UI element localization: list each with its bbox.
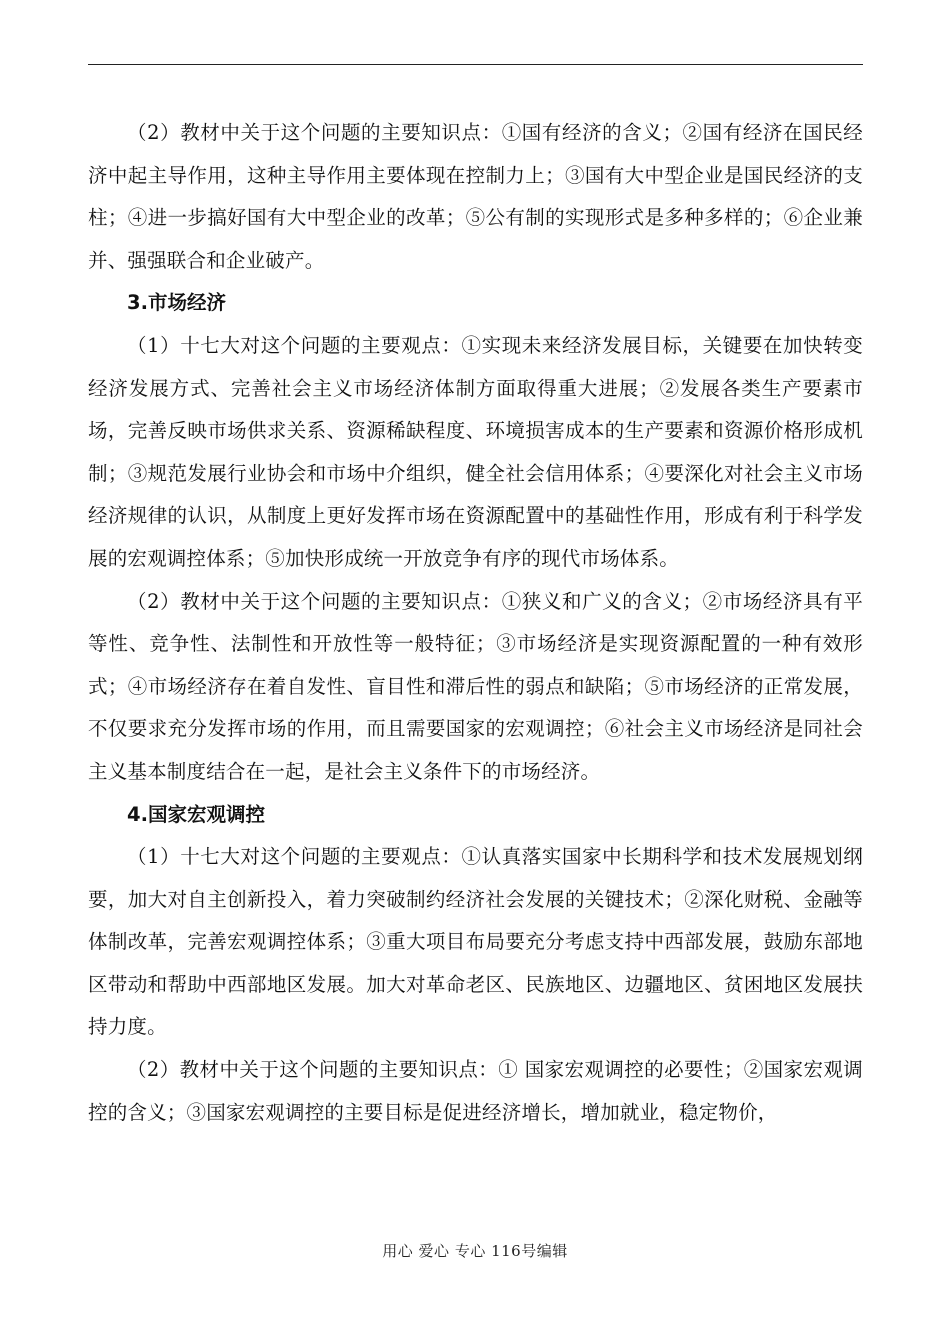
paragraph-macro-control-views: （1）十七大对这个问题的主要观点：①认真落实国家中长期科学和技术发展规划纲要，加大对自主创新投入，着力突破制约经济社会发展的关键技术；②深化财税、金融等体制改革，完善宏观调控体系；③重大项目布局要充分考虑支持中西部发展，鼓励东部地区带动和帮助中西部地区发展。加大对革命老区、民族地区、边疆地区、贫困地区发展扶持力度。	[88, 845, 863, 1039]
paragraph-macro-control-knowledge: （2）教材中关于这个问题的主要知识点：① 国家宏观调控的必要性；②国家宏观调控的含义；③国家宏观调控的主要目标是促进经济增长，增加就业，稳定物价，	[88, 1058, 863, 1124]
header-rule	[88, 64, 863, 65]
document-body	[88, 112, 863, 1134]
paragraph-market-economy-views: （1）十七大对这个问题的主要观点：①实现未来经济发展目标，关键要在加快转变经济发展方式、完善社会主义市场经济体制方面取得重大进展；②发展各类生产要素市场，完善反映市场供求关系、资源稀缺程度、环境损害成本的生产要素和资源价格形成机制；③规范发展行业协会和市场中介组织，健全社会信用体系；④要深化对社会主义市场经济规律的认识，从制度上更好发挥市场在资源配置中的基础性作用，形成有利于科学发展的宏观调控体系；⑤加快形成统一开放竞争有序的现代市场体系。	[88, 333, 863, 570]
page-footer: 用心 爱心 专心 116号编辑	[382, 1242, 568, 1260]
paragraph-market-economy-knowledge: （2）教材中关于这个问题的主要知识点：①狭义和广义的含义；②市场经济具有平等性、竞争性、法制性和开放性等一般特征；③市场经济是实现资源配置的一种有效形式；④市场经济存在着自发性、盲目性和滞后性的弱点和缺陷；⑤市场经济的正常发展，不仅要求充分发挥市场的作用，而且需要国家的宏观调控；⑥社会主义市场经济是同社会主义基本制度结合在一起，是社会主义条件下的市场经济。	[88, 589, 863, 783]
section-heading-macro-control: 4.国家宏观调控	[127, 802, 265, 826]
section-heading-market-economy: 3.市场经济	[127, 291, 226, 315]
paragraph-state-economy-knowledge: （2）教材中关于这个问题的主要知识点：①国有经济的含义；②国有经济在国民经济中起主导作用，这种主导作用主要体现在控制力上；③国有大中型企业是国民经济的支柱；④进一步搞好国有大中型企业的改革；⑤公有制的实现形式是多种多样的；⑥企业兼并、强强联合和企业破产。	[88, 121, 863, 272]
